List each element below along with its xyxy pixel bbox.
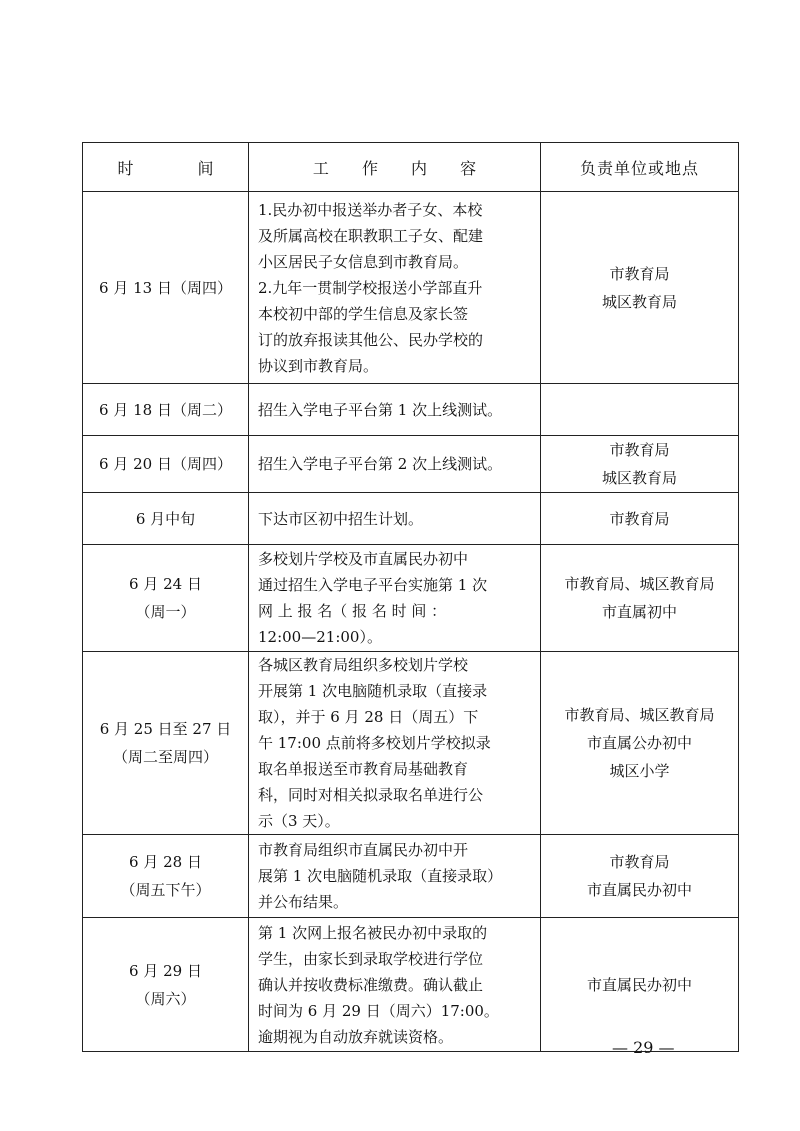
time-line: 6 月 25 日至 27 日	[99, 720, 232, 738]
time-line: （周二至周四）	[112, 748, 218, 766]
unit-line: 市直属初中	[601, 603, 677, 621]
work-line: 学生，由家长到录取学校进行学位	[258, 949, 484, 968]
header-work-content: 工 作 内 容	[249, 143, 541, 192]
work-line: 通过招生入学电子平台实施第 1 次	[258, 576, 488, 594]
time-line: （周一）	[135, 603, 196, 621]
work-content-cell	[249, 436, 541, 493]
work-line: 各城区教育局组织多校划片学校	[258, 656, 469, 674]
work-content-cell	[249, 545, 541, 652]
work-content-cell	[249, 918, 541, 1052]
time-cell	[83, 835, 249, 918]
work-line: 网 上 报 名（ 报 名 时 间 ：	[258, 602, 447, 620]
time-cell	[83, 493, 249, 545]
work-line: 2.九年一贯制学校报送小学部直升	[258, 278, 483, 297]
unit-line: 市教育局、城区教育局	[564, 706, 715, 724]
work-line: 本校初中部的学生信息及家长签	[258, 304, 469, 323]
schedule-table	[82, 142, 739, 1052]
work-line: 取），并于 6 月 28 日（周五）下	[258, 708, 479, 726]
table-row	[83, 918, 739, 1052]
work-content-cell	[249, 835, 541, 918]
unit-line: 市教育局	[609, 264, 670, 283]
time-line: （周五下午）	[120, 881, 211, 899]
table-row	[83, 384, 739, 436]
time-line: 6 月中旬	[135, 509, 196, 528]
table-row	[83, 545, 739, 652]
time-line: （周六）	[135, 989, 196, 1008]
page-number: — 29 —	[612, 1038, 675, 1057]
work-content-cell	[249, 192, 541, 384]
work-line: 小区居民子女信息到市教育局。	[258, 252, 469, 271]
unit-line: 市教育局、城区教育局	[564, 575, 715, 593]
time-cell	[83, 545, 249, 652]
unit-line: 城区教育局	[601, 469, 677, 487]
responsible-unit-cell	[541, 652, 739, 835]
time-line: 6 月 18 日（周二）	[99, 400, 232, 419]
responsible-unit-cell	[541, 835, 739, 918]
responsible-unit-cell	[541, 493, 739, 545]
work-line: 并公布结果。	[258, 893, 349, 911]
work-line: 1.民办初中报送举办者子女、本校	[258, 200, 483, 219]
work-line: 展第 1 次电脑随机录取（直接录取）	[258, 867, 503, 885]
unit-line: 市教育局	[609, 509, 670, 528]
work-line: 招生入学电子平台第 2 次上线测试。	[258, 455, 503, 473]
work-content-cell	[249, 493, 541, 545]
table-row	[83, 835, 739, 918]
responsible-unit-cell	[541, 545, 739, 652]
time-cell	[83, 436, 249, 493]
work-line: 多校划片学校及市直属民办初中	[258, 550, 469, 568]
work-line: 时间为 6 月 29 日（周六）17:00。	[258, 1001, 499, 1020]
responsible-unit-cell	[541, 384, 739, 436]
work-line: 12:00—21:00）。	[258, 628, 382, 646]
work-line: 及所属高校在职教职工子女、配建	[258, 226, 484, 245]
work-line: 招生入学电子平台第 1 次上线测试。	[258, 400, 503, 419]
unit-line: 市直属民办初中	[586, 881, 692, 899]
work-line: 逾期视为自动放弃就读资格。	[258, 1027, 454, 1046]
time-line: 6 月 13 日（周四）	[99, 278, 232, 297]
work-line: 取名单报送至市教育局基础教育	[258, 760, 469, 778]
work-line: 市教育局组织市直属民办初中开	[258, 841, 469, 859]
unit-line: 市直属民办初中	[586, 975, 692, 994]
time-line: 6 月 20 日（周四）	[99, 455, 232, 473]
responsible-unit-cell	[541, 436, 739, 493]
table-row	[83, 192, 739, 384]
time-cell	[83, 918, 249, 1052]
work-line: 第 1 次网上报名被民办初中录取的	[258, 923, 488, 942]
table-row	[83, 436, 739, 493]
unit-line: 城区教育局	[601, 292, 677, 311]
work-line: 示（3 天）。	[258, 812, 340, 830]
time-cell	[83, 652, 249, 835]
work-line: 科，同时对相关拟录取名单进行公	[258, 786, 484, 804]
work-line: 订的放弃报读其他公、民办学校的	[258, 330, 484, 349]
time-cell	[83, 192, 249, 384]
header-responsible-unit: 负责单位或地点	[541, 143, 739, 192]
unit-line: 市教育局	[609, 441, 670, 459]
work-content-cell	[249, 384, 541, 436]
unit-line: 市教育局	[609, 853, 670, 871]
time-cell	[83, 384, 249, 436]
work-content-cell	[249, 652, 541, 835]
header-time: 时 间	[83, 143, 249, 192]
work-line: 午 17:00 点前将多校划片学校拟录	[258, 734, 491, 752]
work-line: 确认并按收费标准缴费。确认截止	[258, 975, 484, 994]
table-header-row	[83, 143, 739, 192]
work-line: 开展第 1 次电脑随机录取（直接录	[258, 682, 488, 700]
time-line: 6 月 29 日	[129, 961, 202, 980]
time-line: 6 月 24 日	[129, 575, 202, 593]
table-row	[83, 493, 739, 545]
responsible-unit-cell	[541, 918, 739, 1052]
unit-line: 市直属公办初中	[586, 734, 692, 752]
table-row	[83, 652, 739, 835]
time-line: 6 月 28 日	[129, 853, 202, 871]
responsible-unit-cell	[541, 192, 739, 384]
work-line: 下达市区初中招生计划。	[258, 509, 424, 528]
unit-line: 城区小学	[609, 762, 670, 780]
work-line: 协议到市教育局。	[258, 356, 379, 375]
